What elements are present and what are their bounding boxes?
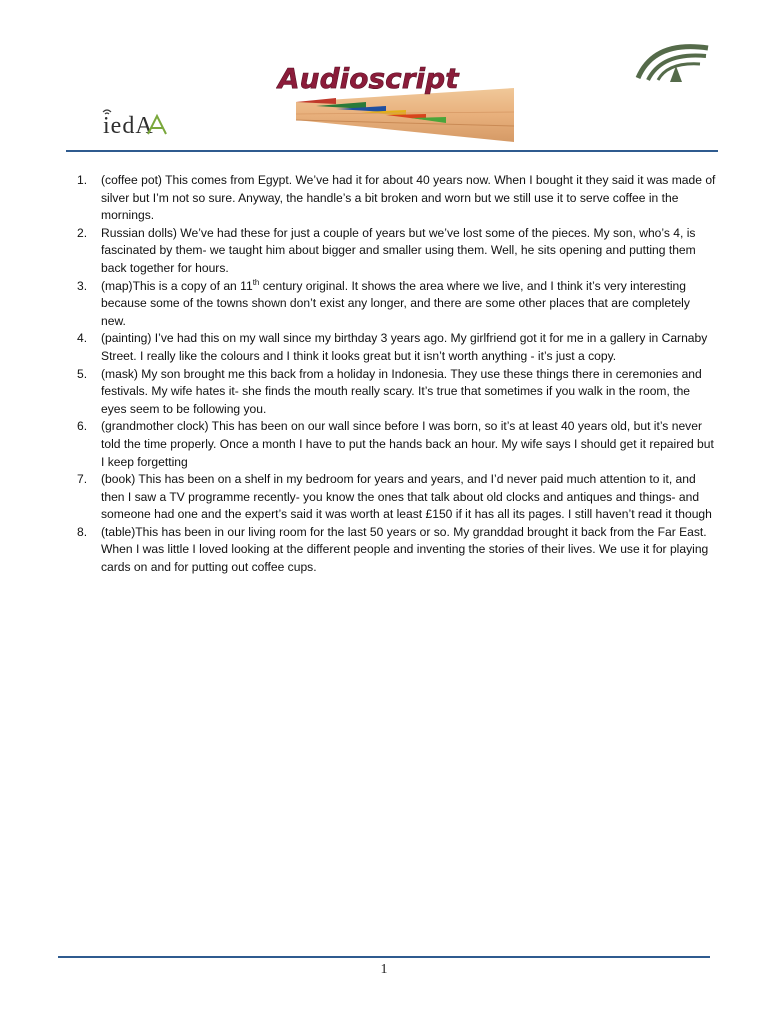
banner-title: Audioscript	[278, 62, 459, 95]
item-text-part: century original. It shows the area where we live, and I think it’s very interesting because some of the towns shown don’t exist any longer, and there are some other places that are completely new.	[101, 278, 690, 328]
list-item	[62, 225, 718, 278]
list-item	[62, 278, 718, 331]
logo-text: iedA	[103, 113, 154, 139]
item-text-part: (map)This is a copy of an 11	[101, 278, 253, 293]
item-number: 1.	[77, 173, 88, 187]
item-number: 8.	[77, 524, 88, 539]
footer-rule	[58, 956, 710, 958]
item-number: 7.	[77, 472, 88, 487]
list-item	[62, 172, 718, 225]
item-text: (coffee pot) This comes from Egypt. We’ve had it for about 40 years now. When I bought it they said it was made of silver but I’m not so sure. Anyway, the handle’s a bit broken and worn but we still use it to serve coffee in the mornings.	[101, 173, 716, 223]
list-item	[62, 524, 718, 577]
item-text: (book) This has been on a shelf in my bedroom for years and years, and I’d never paid much attention to it, and then I saw a TV programme recently- you know the ones that talk about old clocks and antiques and things- and someone had one and the expert’s said it was worth at least £150 if it has all its pages. I still haven’t read it though	[101, 472, 712, 522]
ordinal-suffix: th	[252, 277, 260, 287]
item-number: 3.	[77, 278, 88, 293]
list-item	[62, 366, 718, 419]
item-text: (grandmother clock) This has been on our wall since before I was born, so it’s at least 40 years old, but it’s never told the time properly. Once a month I have to put the hands back an hour. My wife says I should get it repaired but I keep forgetting	[101, 419, 714, 469]
audioscript-list	[62, 172, 718, 577]
audioscript-banner	[276, 62, 516, 144]
list-item	[62, 418, 718, 471]
item-number: 5.	[77, 366, 88, 381]
ieda-logo	[100, 104, 180, 144]
item-text	[101, 279, 690, 328]
item-text: Russian dolls) We’ve had these for just a couple of years but we’ve lost some of the pieces. My son, who’s 4, is fascinated by them- we taught him about bigger and smaller using them. Well, he sits opening and putting them back together for hours.	[101, 225, 696, 275]
item-text: (mask) My son brought me this back from a holiday in Indonesia. They use these things there in ceremonies and festivals. My wife hates it- she finds the mouth really scary. It’s true that sometimes if you walk in the room, the eyes seem to be following you.	[101, 366, 702, 416]
page-number: 1	[380, 962, 388, 977]
list-item	[62, 471, 718, 524]
page-header	[0, 0, 768, 160]
item-number: 2.	[77, 225, 88, 240]
list-item	[62, 330, 718, 365]
item-text: (painting) I’ve had this on my wall since my birthday 3 years ago. My girlfriend got it for me in a gallery in Carnaby Street. I really like the colours and I think it looks great but it isn’t worth anything - it’s just a copy.	[101, 331, 708, 363]
item-number: 4.	[77, 331, 88, 346]
header-rule	[66, 150, 718, 152]
item-number: 6.	[77, 419, 88, 434]
item-text: (table)This has been in our living room for the last 50 years or so. My granddad brought it back from the Far East. When I was little I loved looking at the different people and inventing the stories of their lives. We use it for playing cards on and for putting out coffee cups.	[101, 524, 709, 575]
arc-logo	[634, 36, 714, 86]
